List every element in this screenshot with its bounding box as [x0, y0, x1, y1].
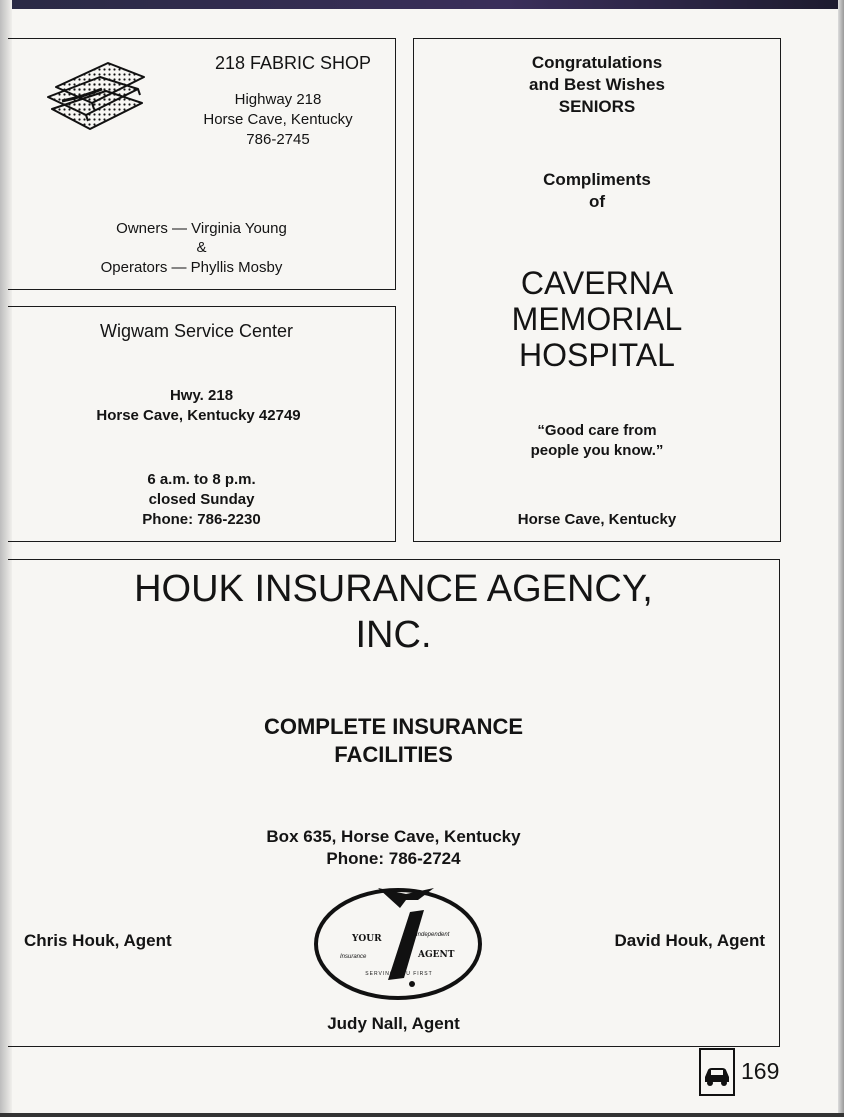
houk-tagline-1: COMPLETE INSURANCE [263, 714, 524, 739]
wigwam-phone: Phone: 786-2230 [142, 511, 261, 528]
houk-name-1: HOUK INSURANCE AGENCY, [134, 568, 653, 610]
fabric-shop-address-1: Highway 218 [234, 91, 322, 108]
caverna-name-2: MEMORIAL [511, 301, 683, 337]
caverna-slogan-1: “Good care from [537, 422, 657, 439]
wigwam-ad [8, 306, 396, 542]
houk-agent-judy: Judy Nall, Agent [327, 1014, 460, 1033]
wigwam-address-2: Horse Cave, Kentucky 42749 [96, 407, 301, 424]
caverna-compliments-1: Compliments [543, 170, 651, 189]
houk-phone: Phone: 786-2724 [326, 849, 461, 868]
fabric-shop-ampersand: & [196, 239, 207, 256]
page-badge [699, 1048, 735, 1096]
fabric-shop-phone: 786-2745 [246, 131, 310, 148]
wigwam-address-1: Hwy. 218 [169, 387, 234, 404]
caverna-compliments-2: of [588, 192, 606, 211]
logo-independent: Independent [416, 932, 450, 938]
houk-insurance-ad [8, 559, 780, 1047]
wigwam-hours: 6 a.m. to 8 p.m. [147, 471, 256, 488]
caverna-slogan-2: people you know.” [530, 442, 664, 459]
caverna-hospital-ad [413, 38, 781, 542]
houk-tagline-2: FACILITIES [334, 742, 453, 767]
car-icon [701, 1057, 733, 1089]
logo-agent: AGENT [418, 950, 455, 960]
caverna-location: Horse Cave, Kentucky [517, 511, 677, 528]
fabric-shop-owners: Owners — Virginia Young [116, 220, 287, 237]
fabric-shop-operators: Operators — Phyllis Mosby [100, 259, 283, 276]
page-number: 169 [741, 1058, 780, 1084]
page-bottom-edge [0, 1113, 844, 1117]
caverna-greeting-3: SENIORS [558, 97, 636, 116]
page-top-band [0, 0, 844, 9]
fabric-swatches-icon [42, 57, 154, 137]
houk-agent-chris: Chris Houk, Agent [24, 931, 172, 950]
logo-insurance: Insurance [340, 954, 367, 960]
fabric-shop-name: 218 FABRIC SHOP [214, 53, 372, 73]
fabric-shop-ad [8, 38, 396, 290]
houk-agent-david: David Houk, Agent [614, 931, 765, 950]
caverna-name-3: HOSPITAL [519, 337, 675, 373]
page-right-edge [838, 0, 844, 1117]
caverna-greeting-2: and Best Wishes [529, 75, 665, 94]
fabric-shop-address-2: Horse Cave, Kentucky [203, 111, 353, 128]
logo-your: YOUR [352, 934, 382, 944]
wigwam-name: Wigwam Service Center [99, 321, 294, 341]
caverna-greeting-1: Congratulations [531, 53, 663, 72]
eagle-emblem-icon [314, 878, 482, 1002]
caverna-name-1: CAVERNA [520, 265, 674, 301]
wigwam-closed: closed Sunday [148, 491, 255, 508]
independent-agent-logo [314, 878, 482, 1002]
houk-name-2: INC. [355, 614, 432, 656]
logo-bottom-text: SERVING YOU FIRST [365, 971, 433, 977]
houk-address: Box 635, Horse Cave, Kentucky [266, 827, 521, 846]
